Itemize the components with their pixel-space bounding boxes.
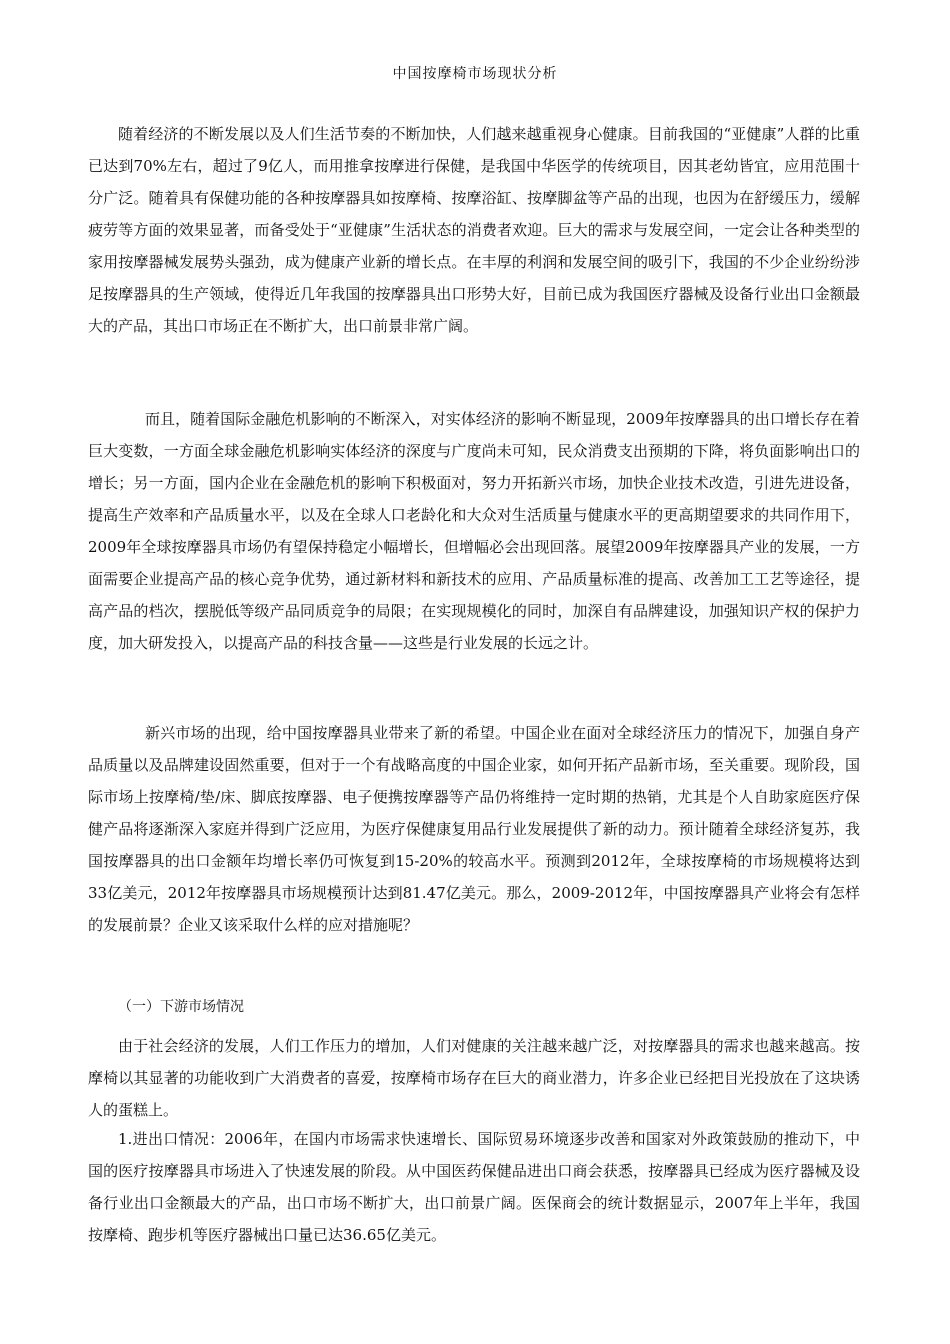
paragraph-financial-crisis: 而且，随着国际金融危机影响的不断深入，对实体经济的影响不断显现，2009年按摩器具的出口增长存在着巨大变数，一方面全球金融危机影响实体经济的深度与广度尚未可知，民众消费支出预期的下降，将负面影响出口的增长；另一方面，国内企业在金融危机的影响下积极面对，努力开拓新兴市场，加快企业技术改造，引进先进设备，提高生产效率和产品质量水平，以及在全球人口老龄化和大众对生活质量与健康水平的更高期望要求的共同作用下，2009年全球按摩器具市场仍有望保持稳定小幅增长，但增幅必会出现回落。展望2009年按摩器具产业的发展，一方面需要企业提高产品的核心竞争优势，通过新材料和新技术的应用、产品质量标准的提高、改善加工工艺等途径，提高产品的档次，摆脱低等级产品同质竞争的局限；在实现规模化的同时，加深自有品牌建设，加强知识产权的保护力度，加大研发投入，以提高产品的科技含量——这些是行业发展的长远之计。	[88, 410, 860, 652]
paragraph-intro: 随着经济的不断发展以及人们生活节奏的不断加快，人们越来越重视身心健康。目前我国的“亚健康”人群的比重已达到70%左右，超过了9亿人，而用推拿按摩进行保健，是我国中华医学的传统项目，因其老幼皆宜，应用范围十分广泛。随着具有保健功能的各种按摩器具如按摩椅、按摩浴缸、按摩脚盆等产品的出现，也因为在舒缓压力，缓解疲劳等方面的效果显著，而备受处于“亚健康”生活状态的消费者欢迎。巨大的需求与发展空间，一定会让各种类型的家用按摩器械发展势头强劲，成为健康产业新的增长点。在丰厚的利润和发展空间的吸引下，我国的不少企业纷纷涉足按摩器具的生产领域，使得近几年我国的按摩器具出口形势大好，目前已成为我国医疗器械及设备行业出口金额最大的产品，其出口市场正在不断扩大，出口前景非常广阔。	[88, 125, 860, 335]
paragraph-emerging-markets: 新兴市场的出现，给中国按摩器具业带来了新的希望。中国企业在面对全球经济压力的情况下，加强自身产品质量以及品牌建设固然重要，但对于一个有战略高度的中国企业家，如何开拓产品新市场，至关重要。现阶段，国际市场上按摩椅/垫/床、脚底按摩器、电子便携按摩器等产品仍将维持一定时期的热销，尤其是个人自助家庭医疗保健产品将逐渐深入家庭并得到广泛应用，为医疗保健康复用品行业发展提供了新的动力。预计随着全球经济复苏，我国按摩器具的出口金额年均增长率仍可恢复到15-20%的较高水平。预测到2012年，全球按摩椅的市场规模将达到33亿美元，2012年按摩器具市场规模预计达到81.47亿美元。那么，2009-2012年，中国按摩器具产业将会有怎样的发展前景？企业又该采取什么样的应对措施呢？	[88, 724, 860, 934]
paragraph-downstream: 由于社会经济的发展，人们工作压力的增加，人们对健康的关注越来越广泛，对按摩器具的需求也越来越高。按摩椅以其显著的功能收到广大消费者的喜爱，按摩椅市场存在巨大的商业潜力，许多企业已经把目光投放在了这块诱人的蛋糕上。	[88, 1037, 860, 1119]
paragraph-import-export: 1.进出口情况：2006年，在国内市场需求快速增长、国际贸易环境逐步改善和国家对外政策鼓励的推动下，中国的医疗按摩器具市场进入了快速发展的阶段。从中国医药保健品进出口商会获悉，按摩器具已经成为医疗器械及设备行业出口金额最大的产品，出口市场不断扩大，出口前景广阔。医保商会的统计数据显示，2007年上半年，我国按摩椅、跑步机等医疗器械出口量已达36.65亿美元。	[88, 1130, 860, 1244]
document-title: 中国按摩椅市场现状分析	[392, 66, 558, 82]
section-heading: （一）下游市场情况	[118, 999, 244, 1015]
